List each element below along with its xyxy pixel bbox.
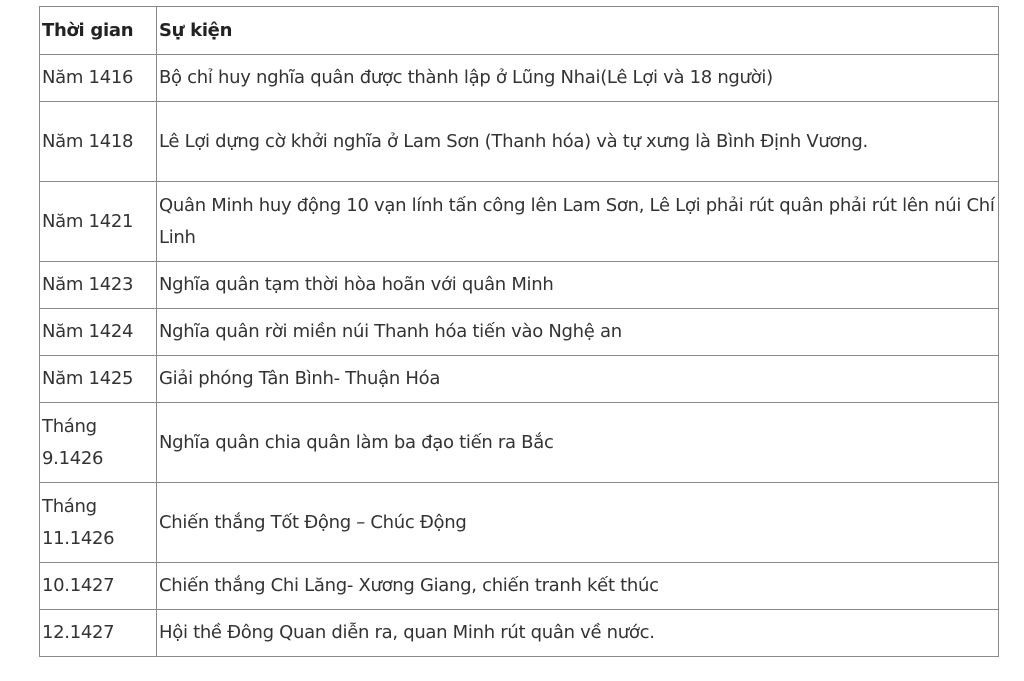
event-cell: Quân Minh huy động 10 vạn lính tấn công lên Lam Sơn, Lê Lợi phải rút quân phải rút lên núi Chí Linh	[157, 182, 999, 262]
time-cell: Năm 1421	[40, 182, 157, 262]
history-table	[39, 6, 999, 657]
time-cell: Tháng 9.1426	[40, 403, 157, 483]
time-cell: Năm 1418	[40, 102, 157, 182]
time-cell: Tháng 11.1426	[40, 483, 157, 563]
time-cell: Năm 1423	[40, 262, 157, 309]
table-row	[40, 102, 999, 182]
event-cell: Chiến thắng Tốt Động – Chúc Động	[157, 483, 999, 563]
event-cell: Giải phóng Tân Bình- Thuận Hóa	[157, 356, 999, 403]
table-row	[40, 309, 999, 356]
table-row	[40, 563, 999, 610]
time-cell: Năm 1424	[40, 309, 157, 356]
table-row	[40, 403, 999, 483]
event-cell: Nghĩa quân rời miền núi Thanh hóa tiến vào Nghệ an	[157, 309, 999, 356]
event-cell: Nghĩa quân chia quân làm ba đạo tiến ra Bắc	[157, 403, 999, 483]
time-cell: Năm 1425	[40, 356, 157, 403]
time-cell: 12.1427	[40, 610, 157, 657]
event-cell: Chiến thắng Chi Lăng- Xương Giang, chiến tranh kết thúc	[157, 563, 999, 610]
table-row	[40, 55, 999, 102]
event-cell: Lê Lợi dựng cờ khởi nghĩa ở Lam Sơn (Thanh hóa) và tự xưng là Bình Định Vương.	[157, 102, 999, 182]
table-row	[40, 356, 999, 403]
header-event: Sự kiện	[157, 7, 999, 55]
time-cell: 10.1427	[40, 563, 157, 610]
header-time: Thời gian	[40, 7, 157, 55]
table-row	[40, 262, 999, 309]
event-cell: Nghĩa quân tạm thời hòa hoãn với quân Minh	[157, 262, 999, 309]
time-cell: Năm 1416	[40, 55, 157, 102]
table-row	[40, 610, 999, 657]
event-cell: Bộ chỉ huy nghĩa quân được thành lập ở Lũng Nhai(Lê Lợi và 18 người)	[157, 55, 999, 102]
table-header-row	[40, 7, 999, 55]
table-row	[40, 182, 999, 262]
table-row	[40, 483, 999, 563]
event-cell: Hội thề Đông Quan diễn ra, quan Minh rút quân về nước.	[157, 610, 999, 657]
